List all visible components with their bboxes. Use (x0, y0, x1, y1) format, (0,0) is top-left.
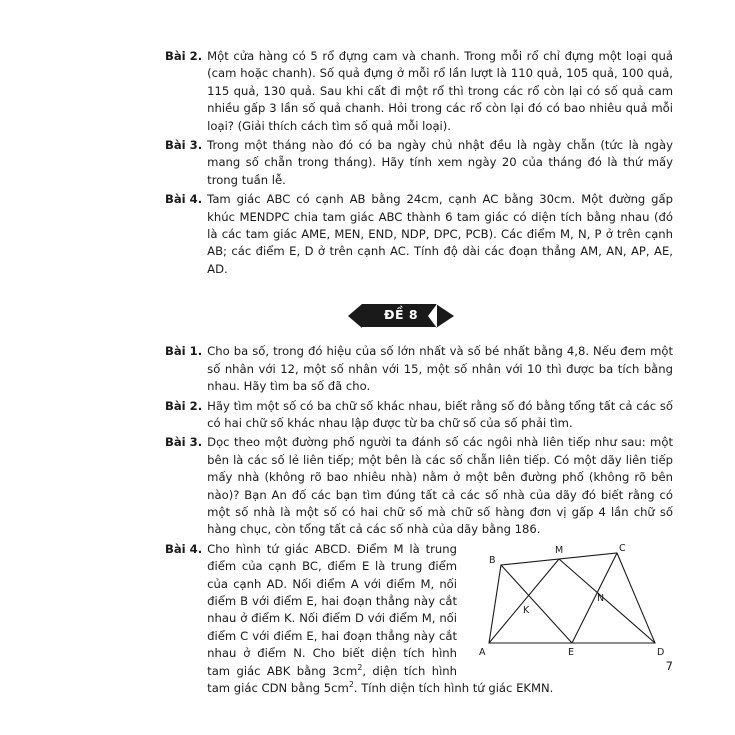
problem-item (165, 191, 673, 278)
problem-text: Cho ba số, trong đó hiệu của số lớn nhất và số bé nhất bằng 4,8. Nếu đem một số nhân với 12, một số nhân với 15, một số nhân với 10 thì được ba tích bằng nhau. Hãy tìm ba số đã cho. (207, 344, 673, 394)
problem-label: Bài 3. (165, 435, 203, 450)
problem-item (165, 343, 673, 395)
figure-label-B: B (489, 554, 496, 566)
problem-text: Hãy tìm một số có ba chữ số khác nhau, biết rằng số đó bằng tổng tất cả các số có hai chữ số khác nhau lập được từ ba chữ số của số phải tìm. (207, 398, 673, 430)
problem-label: Bài 4. (165, 541, 203, 556)
geometry-figure (467, 543, 673, 661)
problem-text-part1: Cho hình tứ giác ABCD. Điểm M là trung điểm của cạnh BC, điểm E là trung điểm của cạnh AD. Nối điểm A với điểm M, nối điểm B với điểm E, hai đoạn thẳng này cắt nhau ở điểm K. Nối điểm D với điểm M, nối điểm C với điểm E, hai đoạn thẳng này cắt nhau ở điểm N. Cho biết diện tích hình tam giác ABK bằng 3cm (207, 541, 457, 678)
problem-item (165, 137, 673, 189)
problem-item (165, 48, 673, 135)
figure-label-K: K (523, 604, 530, 616)
problem-text: Tam giác ABC có cạnh AB bằng 24cm, cạnh AC bằng 30cm. Một đường gấp khúc MENDPC chia tam giác ABC thành 6 tam giác có diện tích bằng nhau (đó là các tam giác AME, MEN, END, NDP, DPC, PCB). Các điểm M, N, P ở trên cạnh AB; các điểm E, D ở trên cạnh AC. Tính độ dài các đoạn thẳng AM, AN, AP, AE, AD. (207, 192, 673, 276)
figure-label-C: C (619, 542, 626, 554)
problem-item (165, 434, 673, 538)
banner-label: ĐỀ 8 (362, 304, 436, 327)
figure-label-D: D (657, 646, 665, 658)
problem-text-part2: , diện tích hình tam giác CDN bằng 5cm (207, 663, 457, 695)
problem-text: Trong một tháng nào đó có ba ngày chủ nhật đều là ngày chẵn (tức là ngày mang số chẵn trong tháng). Hãy tính xem ngày 20 của tháng đó là thứ mấy trong tuần lễ. (207, 138, 673, 187)
problem-text: Một cửa hàng có 5 rổ đựng cam và chanh. Trong mỗi rổ chỉ đựng một loại quả (cam hoặc chanh). Số quả đựng ở mỗi rổ lần lượt là 110 quả, 105 quả, 100 quả, 115 quả, 130 quả. Sau khi cất đi một rổ thì trong các rổ còn lại có số quả cam nhiều gấp 3 lần số quả chanh. Hỏi trong các rổ còn lại đó có bao nhiêu quả mỗi loại? (Giải thích cách tìm số quả mỗi loại). (207, 49, 673, 133)
problem-text (207, 541, 673, 698)
problem-label: Bài 1. (165, 344, 203, 359)
figure-label-N: N (597, 592, 605, 604)
exercise-list-bottom (165, 343, 673, 697)
banner-left-arrow-icon (348, 304, 362, 328)
page-number: 7 (665, 659, 673, 673)
problem-label: Bài 2. (165, 49, 203, 63)
problem-item (165, 398, 673, 433)
exercise-list-top (165, 48, 673, 278)
problem-label: Bài 3. (165, 138, 203, 153)
problem-label: Bài 4. (165, 192, 203, 207)
section-spacer (165, 280, 673, 294)
figure-label-E: E (568, 646, 575, 658)
banner-notch-icon (428, 304, 437, 328)
problem-sup-1: 2 (357, 662, 363, 672)
problem-sup-2: 2 (348, 680, 354, 690)
banner-right-arrow-icon (436, 304, 454, 328)
problem-item-with-figure (165, 541, 673, 698)
banner-shape (362, 304, 436, 327)
problem-text-part3: . Tính diện tích hình tứ giác EKMN. (353, 681, 554, 695)
problem-label: Bài 2. (165, 398, 203, 413)
section-banner (165, 304, 673, 327)
problem-text: Dọc theo một đường phố người ta đánh số các ngôi nhà liên tiếp như sau: một bên là các số lẻ liên tiếp; một bên là các số chẵn liên tiếp. Có một dãy liên tiếp mấy nhà (không rõ bao nhiêu nhà) nằm ở một bên đường phố (không rõ bên nào)? Bạn An đố các bạn tìm đúng tất cả các số nhà của dãy đó biết rằng có một số nhà là một số có hai chữ số mà chữ số hàng đơn vị gấp 4 lần chữ số hàng chục, còn tổng tất cả các số nhà của dãy bằng 186. (207, 435, 673, 537)
figure-label-A: A (479, 646, 486, 658)
figure-label-M: M (555, 544, 564, 556)
